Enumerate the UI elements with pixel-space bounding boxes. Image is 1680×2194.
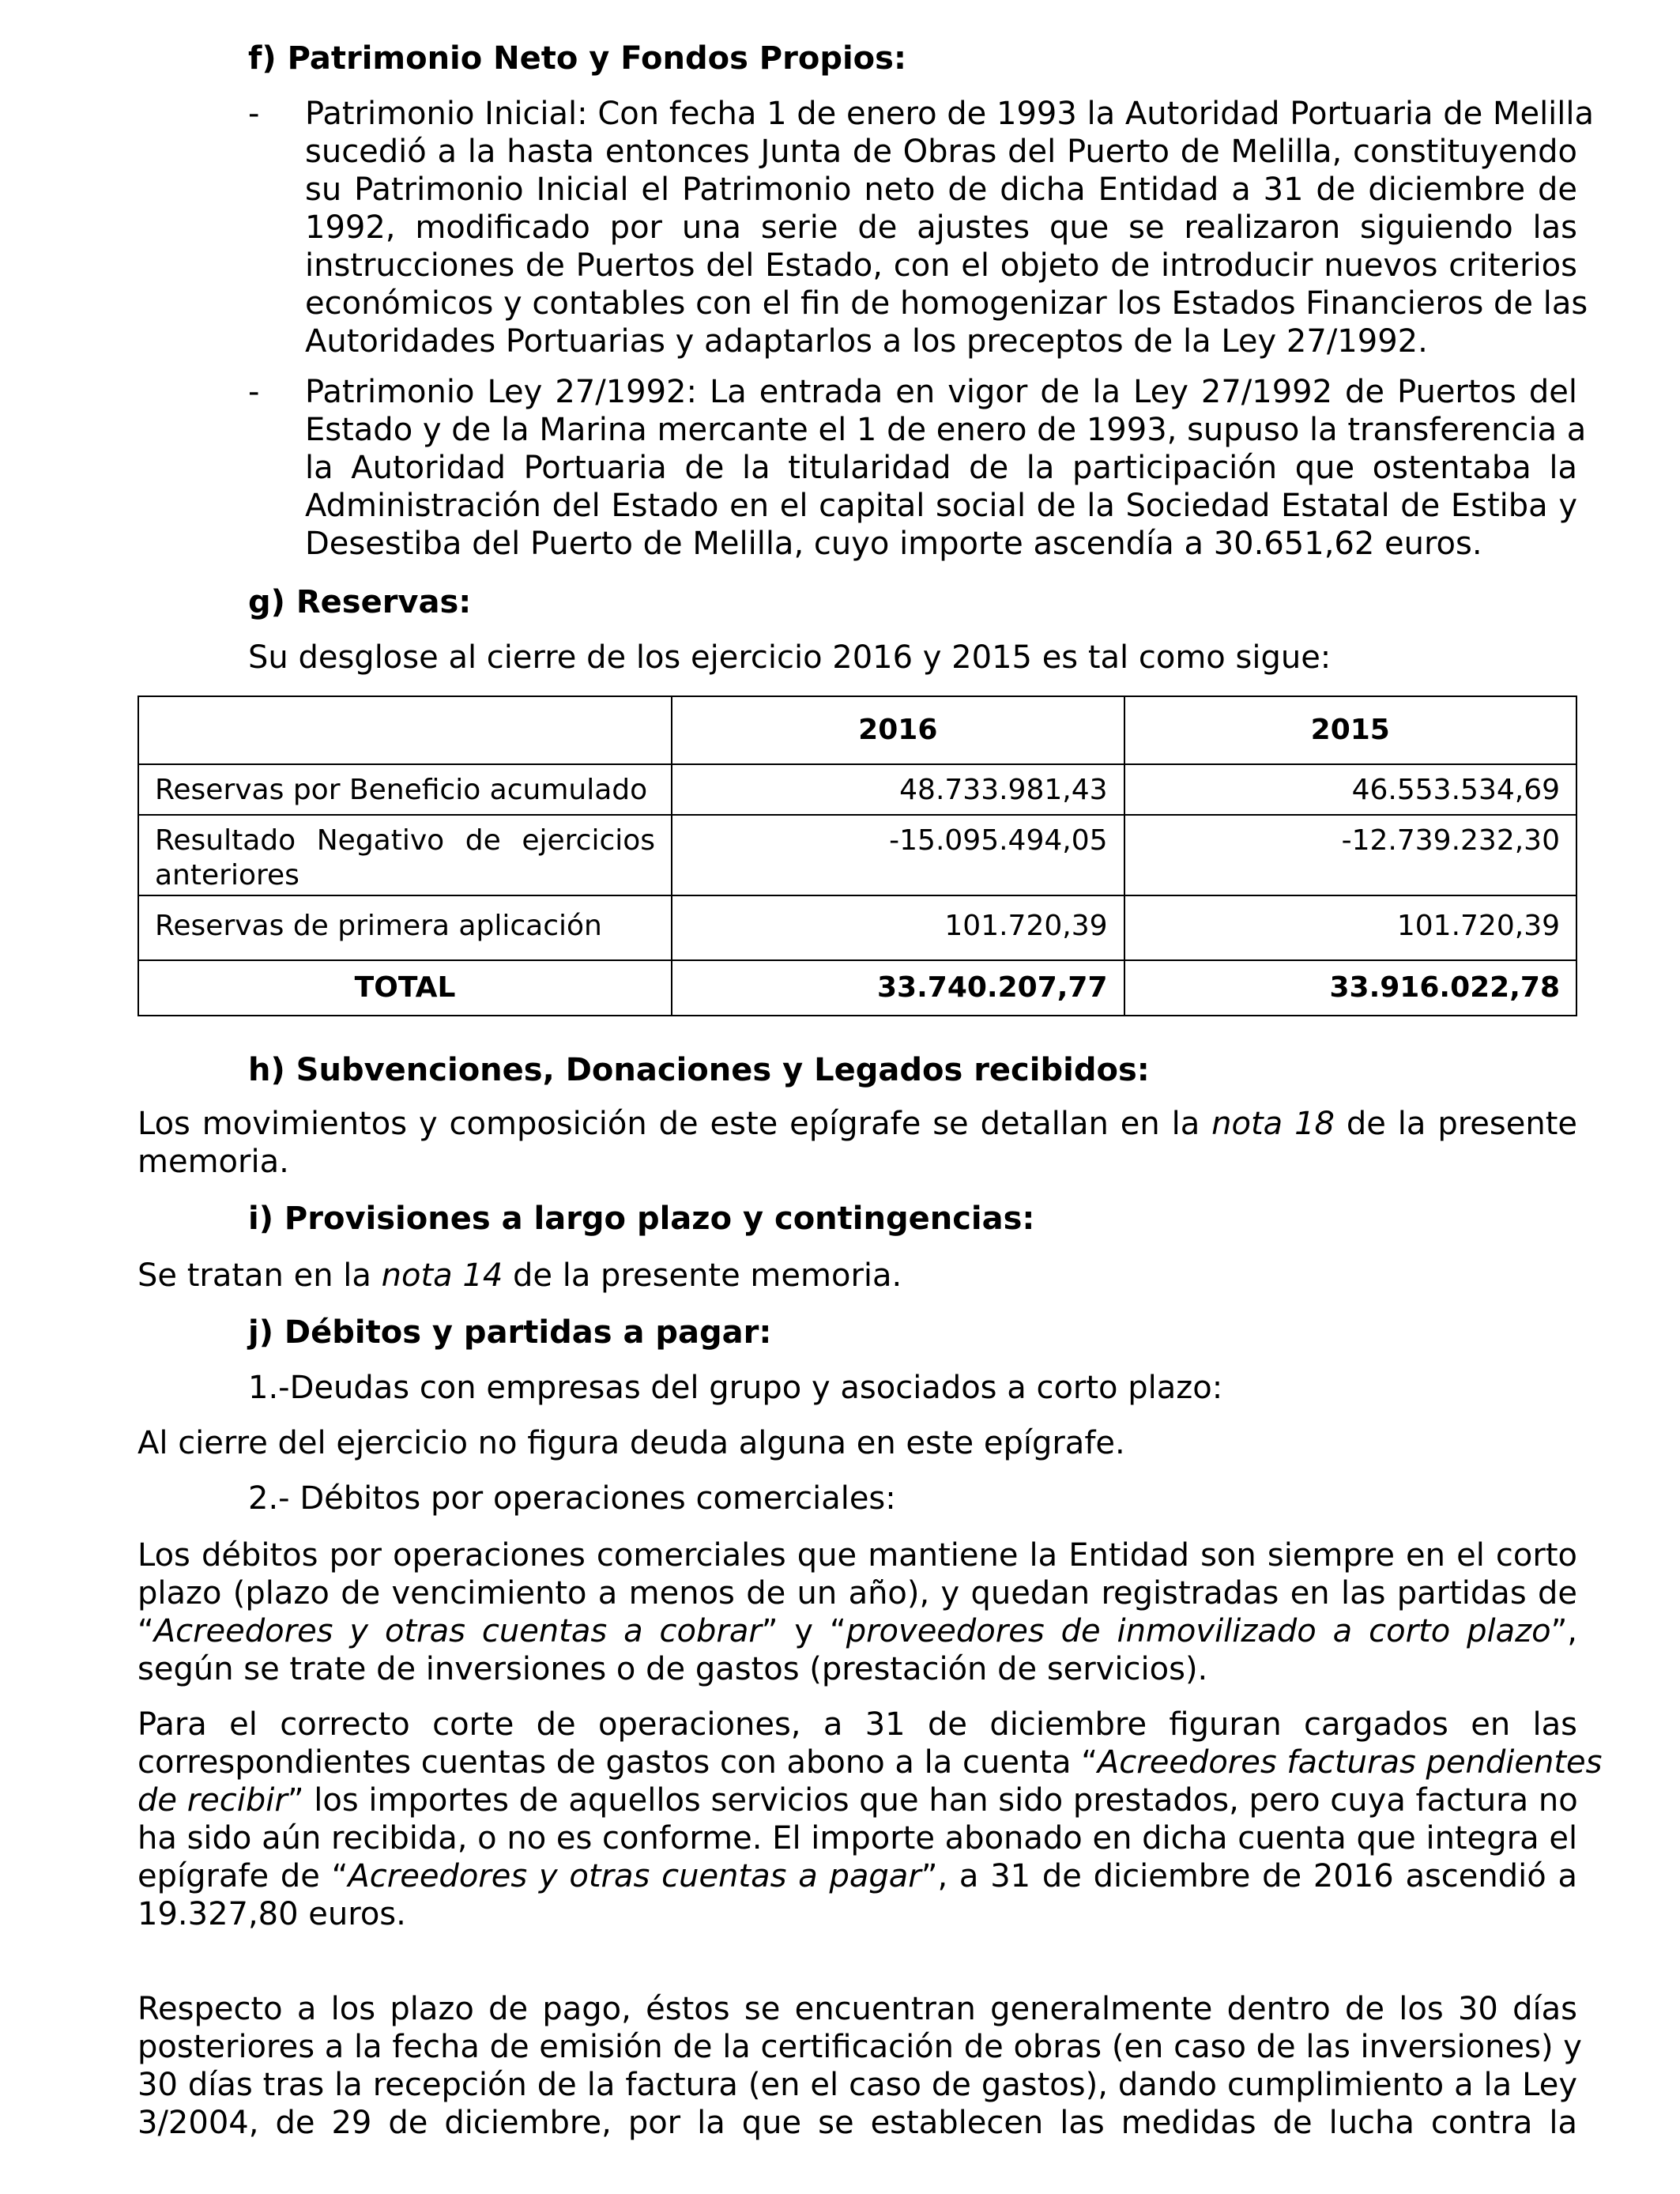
table-row bbox=[138, 764, 1576, 815]
row-value-2016: 48.733.981,43 bbox=[672, 764, 1124, 815]
paragraph-deudas-grupo: Al cierre del ejercicio no figura deuda alguna en este epígrafe. bbox=[137, 1425, 1125, 1461]
text-line: memoria. bbox=[137, 1144, 289, 1180]
text-line: Desestiba del Puerto de Melilla, cuyo importe ascendía a 30.651,62 euros. bbox=[305, 526, 1482, 562]
header-2016: 2016 bbox=[672, 696, 1124, 764]
row-label: Reservas por Beneficio acumulado bbox=[138, 764, 672, 815]
text-run: Se tratan en la bbox=[137, 1257, 371, 1294]
row-value-2016: 101.720,39 bbox=[672, 895, 1124, 960]
text-run: ”, bbox=[1550, 1613, 1577, 1649]
heading-subvenciones: h) Subvenciones, Donaciones y Legados recibidos: bbox=[248, 1052, 1150, 1088]
text-line: Los débitos por operaciones comerciales que mantiene la Entidad son siempre en el corto bbox=[137, 1537, 1577, 1574]
text-line: Respecto a los plazo de pago, éstos se encuentran generalmente dentro de los 30 días bbox=[137, 1991, 1577, 2027]
text-line: la Autoridad Portuaria de la titularidad de la participación que ostentaba la bbox=[305, 450, 1577, 486]
header-blank bbox=[138, 696, 672, 764]
row-value-2015: 46.553.534,69 bbox=[1124, 764, 1576, 815]
text-line: Para el correcto corte de operaciones, a 31 de diciembre figuran cargados en las bbox=[137, 1706, 1577, 1743]
account-name: Acreedores y otras cuentas a cobrar bbox=[153, 1613, 762, 1649]
text-line: Patrimonio Inicial: Con fecha 1 de enero de 1993 la Autoridad Portuaria de Melilla bbox=[305, 96, 1595, 132]
subheading-deudas-grupo: 1.-Deudas con empresas del grupo y asociados a corto plazo: bbox=[248, 1370, 1223, 1406]
text-line: económicos y contables con el fin de homogenizar los Estados Financieros de las bbox=[305, 285, 1588, 322]
paragraph-provisiones bbox=[137, 1257, 902, 1295]
quote-mark: “ bbox=[137, 1613, 154, 1649]
header-2015: 2015 bbox=[1124, 696, 1576, 764]
account-name: de recibir bbox=[137, 1782, 288, 1819]
text-line bbox=[137, 1612, 1577, 1650]
text-line: 19.327,80 euros. bbox=[137, 1896, 406, 1932]
text-run: ” y “ bbox=[761, 1613, 846, 1649]
text-line bbox=[137, 1744, 1603, 1781]
paragraph-subvenciones bbox=[137, 1105, 1577, 1181]
row-label: Resultado Negativo de ejercicios anteriores bbox=[138, 815, 672, 895]
text-line bbox=[137, 1105, 1577, 1143]
text-run: de la presente bbox=[1346, 1106, 1577, 1142]
heading-debitos: j) Débitos y partidas a pagar: bbox=[248, 1314, 772, 1351]
heading-reservas: g) Reservas: bbox=[248, 584, 472, 620]
text-line: ha sido aún recibida, o no es conforme. El importe abonado en dicha cuenta que integra el bbox=[137, 1820, 1578, 1857]
table-row bbox=[138, 895, 1576, 960]
list-dash: - bbox=[248, 374, 260, 410]
text-line: su Patrimonio Inicial el Patrimonio neto de dicha Entidad a 31 de diciembre de bbox=[305, 172, 1577, 208]
text-line: 30 días tras la recepción de la factura (en el caso de gastos), dando cumplimiento a la Ley bbox=[137, 2067, 1577, 2103]
text-line: Administración del Estado en el capital social de la Sociedad Estatal de Estiba y bbox=[305, 488, 1577, 524]
account-name: proveedores de inmovilizado a corto plazo bbox=[846, 1613, 1551, 1649]
row-value-2015: 101.720,39 bbox=[1124, 895, 1576, 960]
text-run: correspondientes cuentas de gastos con abono a la cuenta “ bbox=[137, 1744, 1098, 1781]
text-run: Los movimientos y composición de este epígrafe se detallan en la bbox=[137, 1106, 1200, 1142]
paragraph-debitos-comerciales bbox=[137, 1536, 1577, 1688]
table-row bbox=[138, 815, 1576, 895]
text-line: posteriores a la fecha de emisión de la certificación de obras (en caso de las inversiones) y bbox=[137, 2029, 1582, 2065]
subheading-debitos-comerciales: 2.- Débitos por operaciones comerciales: bbox=[248, 1480, 896, 1517]
heading-patrimonio-neto: f) Patrimonio Neto y Fondos Propios: bbox=[248, 40, 906, 77]
row-label: Reservas de primera aplicación bbox=[138, 895, 672, 960]
reservas-intro: Su desglose al cierre de los ejercicio 2016 y 2015 es tal como sigue: bbox=[248, 639, 1332, 676]
text-line: 3/2004, de 29 de diciembre, por la que se establecen las medidas de lucha contra la bbox=[137, 2105, 1577, 2141]
reservas-table bbox=[137, 696, 1577, 1016]
table-total-row bbox=[138, 960, 1576, 1016]
account-name: Acreedores facturas pendientes bbox=[1097, 1744, 1603, 1781]
account-name: Acreedores y otras cuentas a pagar bbox=[348, 1858, 921, 1894]
text-line: según se trate de inversiones o de gastos (prestación de servicios). bbox=[137, 1651, 1208, 1687]
row-value-2016: -15.095.494,05 bbox=[672, 815, 1124, 895]
text-line: sucedió a la hasta entonces Junta de Obras del Puerto de Melilla, constituyendo bbox=[305, 134, 1577, 170]
text-run: ”, a 31 de diciembre de 2016 ascendió a bbox=[921, 1858, 1577, 1894]
note-reference: nota 18 bbox=[1211, 1106, 1335, 1142]
text-line bbox=[137, 1781, 1577, 1819]
text-line: 1992, modificado por una serie de ajustes que se realizaron siguiendo las bbox=[305, 209, 1577, 246]
total-label: TOTAL bbox=[138, 960, 672, 1016]
table-header-row bbox=[138, 696, 1576, 764]
paragraph-plazos-pago bbox=[137, 1990, 1582, 2142]
heading-provisiones: i) Provisiones a largo plazo y contingencias: bbox=[248, 1201, 1035, 1237]
text-run: de la presente memoria. bbox=[513, 1257, 902, 1294]
text-line: Autoridades Portuarias y adaptarlos a los preceptos de la Ley 27/1992. bbox=[305, 323, 1428, 360]
text-run: ” los importes de aquellos servicios que han sido prestados, pero cuya factura no bbox=[287, 1782, 1578, 1819]
text-line: Estado y de la Marina mercante el 1 de enero de 1993, supuso la transferencia a bbox=[305, 412, 1587, 448]
list-dash: - bbox=[248, 96, 260, 132]
total-value-2015: 33.916.022,78 bbox=[1124, 960, 1576, 1016]
paragraph-patrimonio-ley bbox=[305, 373, 1587, 563]
paragraph-patrimonio-inicial bbox=[305, 95, 1595, 360]
text-line: plazo (plazo de vencimiento a menos de un año), y quedan registradas en las partidas de bbox=[137, 1575, 1577, 1612]
text-line: Patrimonio Ley 27/1992: La entrada en vigor de la Ley 27/1992 de Puertos del bbox=[305, 374, 1577, 410]
total-value-2016: 33.740.207,77 bbox=[672, 960, 1124, 1016]
note-reference: nota 14 bbox=[381, 1257, 503, 1294]
text-run: epígrafe de “ bbox=[137, 1858, 348, 1894]
text-line: instrucciones de Puertos del Estado, con el objeto de introducir nuevos criterios bbox=[305, 247, 1577, 284]
paragraph-corte-operaciones bbox=[137, 1706, 1603, 1933]
row-value-2015: -12.739.232,30 bbox=[1124, 815, 1576, 895]
text-line bbox=[137, 1857, 1577, 1895]
